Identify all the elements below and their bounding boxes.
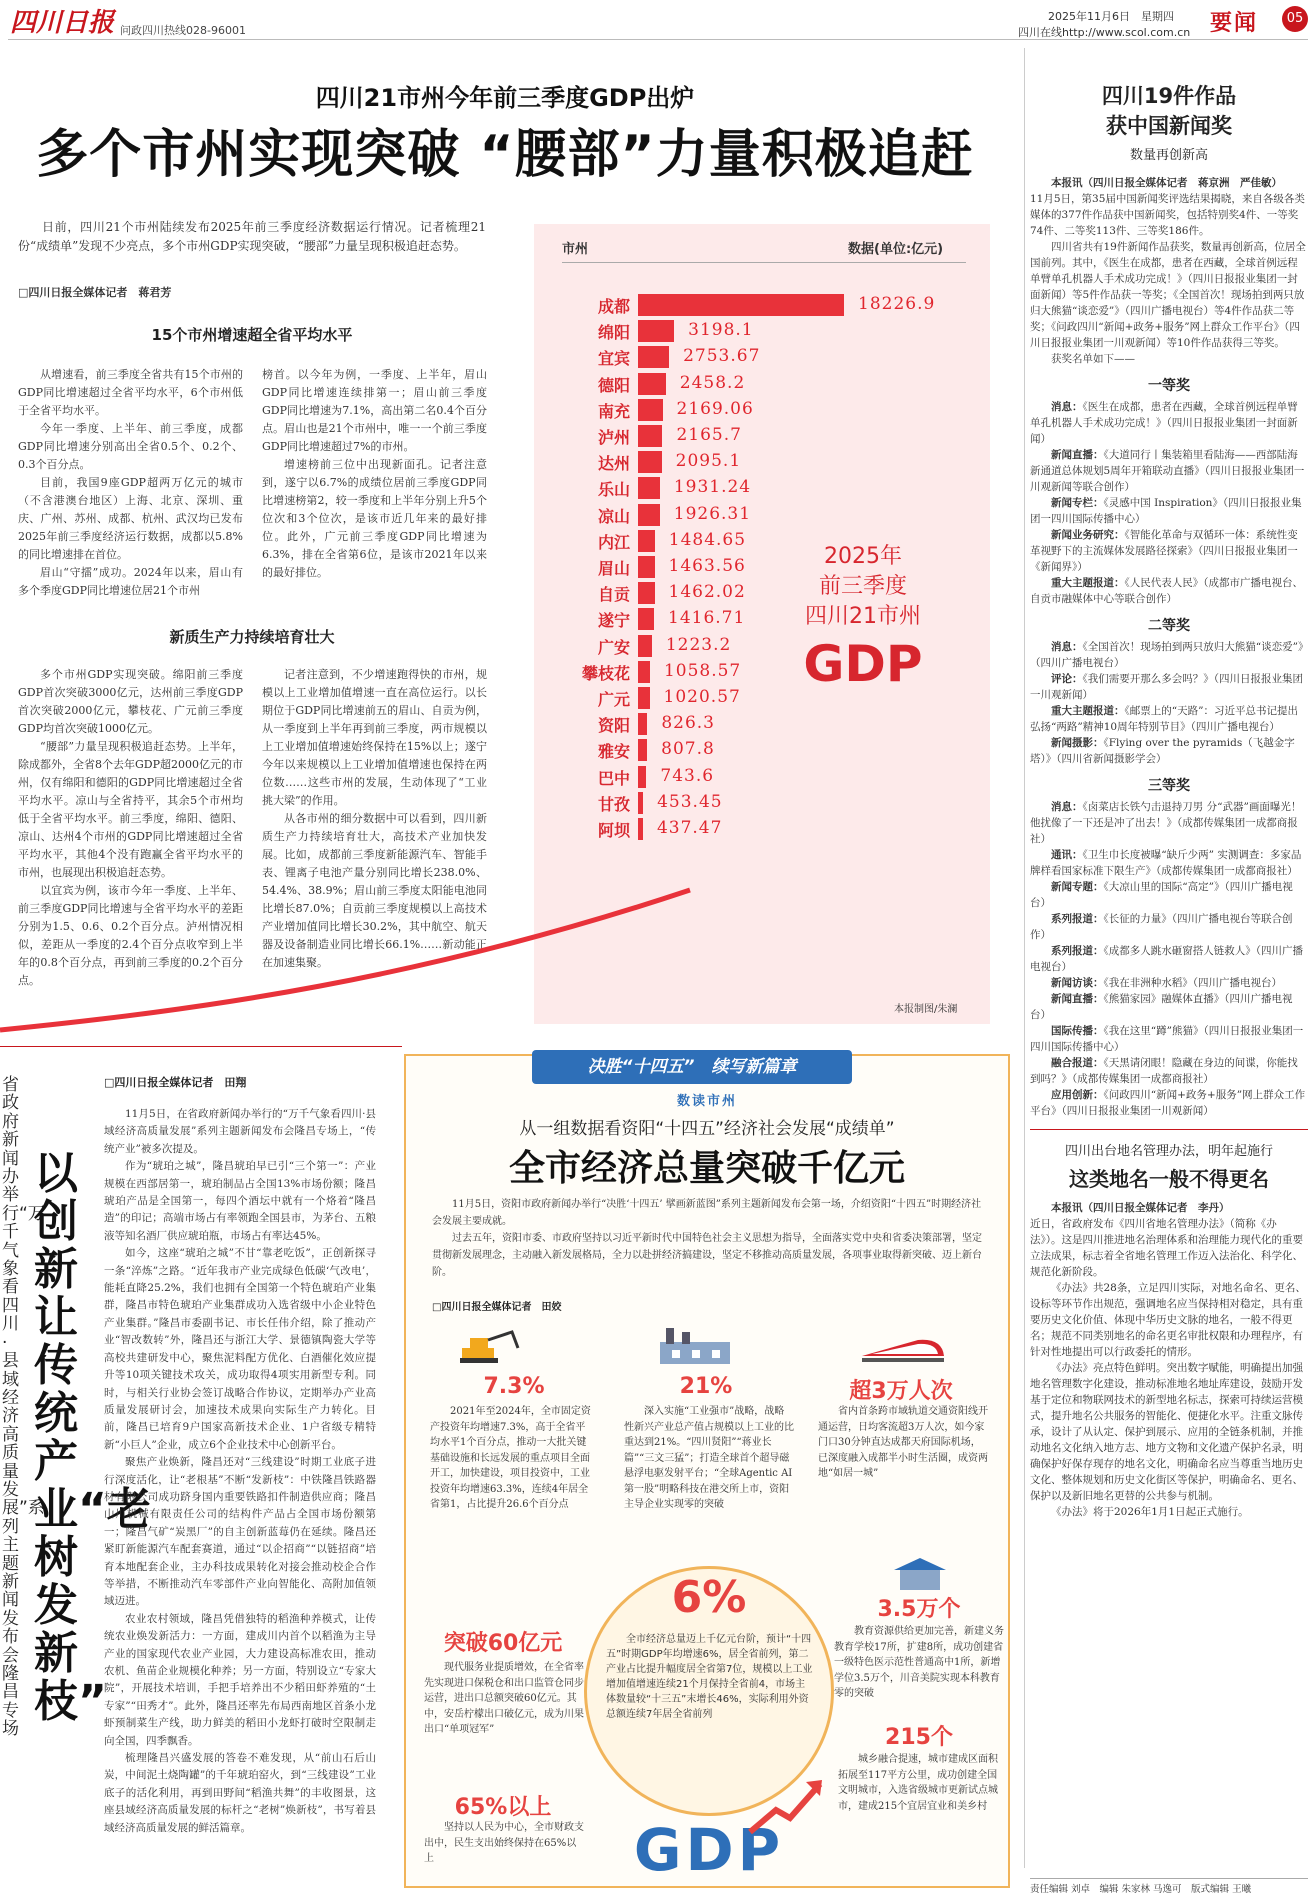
annotation-line: 前三季度 (818, 574, 907, 599)
award-entry (1030, 735, 1308, 767)
lead-byline: □四川日报全媒体记者 蒋君芳 (18, 286, 172, 299)
award-entry (1030, 703, 1308, 735)
chart-row (554, 425, 974, 449)
chart-row (554, 399, 974, 423)
chart-value-label: 3198.1 (688, 320, 754, 341)
chart-category-label: 阿坝 (597, 821, 630, 840)
award-entry (1030, 1055, 1308, 1087)
award-category: 新闻访谈： (1051, 977, 1104, 989)
school-icon (890, 1554, 950, 1594)
award-work: 《卤菜店长铁勺击退持刀男 分“武器”画面曝光！他扰像了一下还是冲了出去！》（成都传媒集团一成都商报社） (1030, 801, 1302, 845)
ziyang-intro: 11月5日，资阳市政府新闻办举行“决胜‘十四五’ 擘画新蓝图”系列主题新闻发布会第一场，介绍资阳“十四五”时期经济社会发展主要成就。 (432, 1199, 982, 1227)
chart-value-label: 1223.2 (665, 634, 732, 655)
ziyang-banner-sub: 数读市州 (676, 1094, 737, 1109)
chart-category-label: 南充 (597, 401, 630, 421)
award-entry (1030, 991, 1308, 1023)
chart-category-label: 甘孜 (597, 794, 630, 814)
ziyang-intro-2: 过去五年，资阳市委、市政府坚持以习近平新时代中国特色社会主义思想为指导，全面落实党中央和省委决策部署，坚定贯彻新发展理念，主动融入新发展格局，全力以赴拼经济搞建设，坚定不移推动高质量发展，各项事业取得新突破、迈上新台阶。 (432, 1233, 982, 1278)
paragraph: “腰部”力量呈现积极追赶态势。上半年，除成都外，全省8个去年GDP超2000亿元的市州，仅有绵阳和德阳的GDP同比增速超过全省平均水平。凉山与全省持平，其余5个市州均低于全省平均水平。前三季度，绵阳、德阳、凉山、达州4个市州的GDP同比增速超过全省平均水平，其他4个没有跑赢全省平均水平的市州，也展现出积极追赶态势。 (18, 740, 243, 879)
chart-bar (638, 530, 655, 552)
issue-date: 2025年11月6日 星期四 (1048, 10, 1174, 23)
award-entry (1030, 575, 1308, 607)
award-category: 新闻直播： (1051, 449, 1104, 461)
paragraph: 今年一季度、上半年、前三季度，成都GDP同比增速分别高出全省0.5个、0.2个、0.3个百分点。 (18, 422, 243, 471)
award-subtitle: 数量再创新高 (1129, 148, 1208, 163)
stat-industry-text: 深入实施“工业强市”战略，战略性新兴产业总产值占规模以上工业的比重达到21%。“四川贤阳”“蒋业长篇”“三文三猛”；打造全球首个超导磁悬浮电驱发射平台；“全球Agentic AI第一股”明略科技在港交所上市，资阳主导企业实现零的突破 (624, 1406, 794, 1510)
award-work: 《天黑请闭眼！隐藏在身边的间谍，你能找到吗？》（成都传媒集团一成都商报社） (1030, 1057, 1298, 1085)
award-category: 消息： (1051, 641, 1083, 653)
chart-value-label: 453.45 (657, 791, 723, 812)
gdp-graphic-label: GDP (633, 1816, 785, 1884)
award-entry (1030, 1087, 1308, 1119)
award-entry (1030, 799, 1308, 847)
paragraph: 如今，这座“琥珀之城”不甘“靠老吃饭”，正创新探寻一条“淬炼”之路。“近年我市产业完成绿色低碳‘气改电’，能耗直降25.2%，我们也拥有全国第一个特色琥珀产业集群，隆昌市特色琥珀产业集群成功入选省级中小企业特色产业集群。”隆昌市委副书记、市长任伟介绍，除了推动产业“智改数转”外，隆昌还与浙江大学、景德镇陶瓷大学等高校共建研发中心，聚焦泥料配方优化、白酒催化效应提升等10项关键技术攻关，成功取得4项实用新型专利。同时，与相关行业协会签订战略合作协议，定期举办产业高质量发展研讨会，加速技术成果向实际生产力转化。目前，隆昌已培育9户国家高新技术企业、1户省级专精特新“小巨人”企业，成立6个企业技术中心创新平台。 (104, 1247, 376, 1451)
annotation-line: 2025年 (824, 544, 902, 569)
stat-school-text: 教育资源供给更加完善，新建义务教育学校17所，扩建8所，成功创建省一级特色医示范性普通高中1所，新增学位3.5万个，川音美院实现本科教育零的突破 (834, 1626, 1004, 1699)
stat-welfare-text: 坚持以人民为中心，全市财政支出中，民生支出始终保持在65%以上 (424, 1822, 584, 1864)
award-category: 新闻业务研究： (1051, 529, 1125, 541)
chart-bar (638, 582, 655, 604)
chart-row (554, 739, 974, 763)
paragraph: 增速榜前三位中出现新面孔。记者注意到，遂宁以6.7%的成绩位居前三季度GDP同比增速榜第2，较一季度和上半年分别上升5个位次和3个位次，是该市近几年来的最好排位。此外，广元前三季度GDP同比增速为6.3%，排在全省第6位，是该市2021年以来的最好排位。 (262, 458, 487, 579)
award-list-first (1030, 399, 1308, 607)
paragraph: 从增速看，前三季度全省共有15个市州的GDP同比增速超过全省平均水平，6个市州低于全省平均水平。 (18, 368, 243, 417)
chart-value-label: 2095.1 (675, 451, 742, 472)
lead-headline: 多个市州实现突破 “腰部”力量积极追赶 (36, 125, 974, 185)
chart-value-label: 1931.24 (673, 477, 752, 498)
longchang-body (104, 1106, 376, 1837)
chart-value-label: 2165.7 (676, 425, 742, 445)
paragraph: 记者注意到，不少增速跑得快的市州，规模以上工业增加值增速一直在高位运行。以长期位于GDP同比增速前五的眉山、自贡为例，从一季度到上半年再到前三季度，两市规模以上工业增加值增速始终保持在15%以上；遂宁今年以来规模以上工业增加值增速也保持在两位数……这些市州的发展，生动体现了“工业挑大梁”的作用。 (262, 668, 487, 807)
chart-value-label: 826.3 (661, 713, 715, 734)
award-entry (1030, 495, 1308, 527)
chart-value-label: 1020.57 (663, 687, 741, 707)
award-work: 《长征的力量》（四川广播电视台等联合创作） (1030, 913, 1293, 941)
award-work: 《我在这里“蹲”熊猫》（四川日报报业集团一四川国际传播中心） (1030, 1025, 1304, 1053)
lead-col1a (18, 366, 243, 600)
paragraph: 《办法》将于2026年1月1日起正式施行。 (1051, 1506, 1249, 1518)
chart-bar (638, 504, 660, 526)
right-column (1030, 48, 1308, 1520)
hotline: 问政四川热线028-96001 (120, 24, 246, 37)
chart-value-label: 1484.65 (668, 529, 747, 550)
ziyang-kicker: 从一组数据看资阳“十四五”经济社会发展“成绩单” (519, 1119, 895, 1139)
paragraph: 梳理隆昌兴盛发展的答卷不难发现，从“前山石后山炭，中间泥土烧陶罐”的千年琥珀窑火，到“三线建设”工业底子的活化利用，再到田野间“稻渔共舞”的丰收图景，这座县域经济高质量发展的标杆之“老树”焕新枝”，书写着县域经济高质量发展的鲜活篇章。 (104, 1752, 376, 1834)
chart-bar (638, 556, 655, 578)
lead-col1b (262, 366, 487, 582)
award-work: 《大凉山里的国际“高定”》（四川广播电视台） (1030, 881, 1293, 909)
chart-category-label: 资阳 (597, 716, 630, 736)
paragraph: 以宜宾为例，该市今年一季度、上半年、前三季度GDP同比增速与全省平均水平的差距分别为1.5、0.6、0.2个百分点。泸州情况相似，差距从一季度的2.4个百分点收窄到上半年的0.8个百分点，再到前三季度的0.2个百分点。 (18, 884, 243, 987)
chart-value-label: 1926.31 (673, 503, 752, 524)
divider (1030, 1129, 1308, 1130)
stat-industry-num: 21% (679, 1374, 733, 1399)
page-number: 05 (1282, 6, 1308, 32)
chart-value-label: 743.6 (660, 765, 715, 786)
chart-category-label: 乐山 (597, 480, 630, 500)
award-entry (1030, 943, 1308, 975)
chart-row (554, 713, 974, 737)
chart-category-label: 广安 (597, 637, 630, 657)
paragraph: 多个市州GDP实现突破。绵阳前三季度GDP首次突破3000亿元，达州前三季度GDP首次突破2000亿元，攀枝花、广元前三季度GDP均首次突破1000亿元。 (18, 668, 243, 735)
chart-bar (638, 451, 662, 473)
decorative-swoosh (0, 880, 700, 1040)
award-work: 《卫生巾长度被曝“缺斤少两” 实测调查：多家品牌样看国家标准下限生产》（成都传媒集团一成都商报社） (1030, 849, 1302, 877)
stat-gdp-growth-text: 全市经济总量迈上千亿元台阶，预计“十四五”时期GDP年均增速6%，居全省前列，第二产业占比提升幅度居全省第7位，规模以上工业增加值增速连续21个月保持全省前4，市场主体数量较“十三五”末增长46%，实际利用外资总额连续7年居全省前列 (606, 1634, 813, 1720)
award-byline: 本报讯（四川日报全媒体记者 蒋京洲 严佳敏） (1051, 177, 1282, 189)
chart-ylabel: 数据(单位:亿元) (848, 242, 944, 257)
award-entry (1030, 527, 1308, 575)
longchang-kicker: 省政府新闻办举行“万千气象看四川·县域经济高质量发展”系列主题新闻发布会隆昌专场 (2, 1075, 45, 1740)
annotation-line: 四川21市州 (805, 604, 921, 629)
place-byline: 本报讯（四川日报全媒体记者 李丹） (1051, 1202, 1230, 1214)
award-work: 《熊猫家园》融媒体直播》（四川广播电视台） (1030, 993, 1293, 1021)
chart-row (554, 477, 974, 501)
award-category: 通讯： (1051, 849, 1083, 861)
chart-category-label: 内江 (597, 532, 630, 552)
chart-row (554, 766, 974, 790)
chart-row (554, 818, 974, 842)
chart-xlabel: 市州 (562, 242, 589, 257)
section-name: 要闻 (1210, 11, 1259, 36)
ziyang-box (404, 1054, 1010, 1888)
chart-bar (638, 346, 669, 368)
annotation-gdp: GDP (803, 635, 923, 693)
masthead (8, 4, 1308, 40)
award-work: 《问政四川“新闻+政务+服务”网上群众工作平台》（四川日报报业集团一川观新闻） (1030, 1089, 1306, 1117)
paragraph: 榜首。以今年为例，一季度、上半年，眉山GDP同比增速连续排第一；眉山前三季度GDP同比增速为7.1%，高出第二名0.4个百分点。眉山也是21个市州中，唯一一个前三季度GDP同比增速超过7%的市州。 (262, 368, 487, 453)
chart-bar (638, 713, 647, 735)
chart-value-label: 2458.2 (679, 372, 746, 393)
paragraph: 近日，省政府发布《四川省地名管理办法》（简称《办法》）。这是四川推进地名治理体系和治理能力现代化的重要立法成果，标志着全省地名管理工作迈入法治化、科学化、规范化新阶段。 (1030, 1218, 1303, 1278)
chart-annotation (778, 542, 948, 696)
train-icon (858, 1326, 948, 1366)
chart-row (554, 504, 974, 528)
chart-value-label: 18226.9 (858, 294, 936, 314)
longchang-byline: □四川日报全媒体记者 田翔 (104, 1076, 247, 1089)
chart-bar (638, 661, 650, 683)
chart-category-label: 成都 (597, 297, 630, 316)
ziyang-byline: □四川日报全媒体记者 田姣 (432, 1302, 562, 1313)
award-category: 新闻直播： (1051, 993, 1104, 1005)
lead-subhead-1: 15个市州增速超全省平均水平 (151, 326, 353, 344)
award-category: 新闻摄影： (1051, 737, 1104, 749)
stat-village-num: 215个 (885, 1725, 953, 1750)
grade-heading: 二等奖 (1148, 618, 1190, 634)
award-work: 《Flying over the pyramids（飞越金字塔）》（四川省新闻摄影学会） (1030, 737, 1295, 765)
growth-arrow-icon (746, 1776, 826, 1836)
award-category: 评论： (1051, 673, 1083, 685)
award-title-2: 获中国新闻奖 (1106, 114, 1232, 138)
award-work: 《我们需要开那么多会吗？》（四川日报报业集团一川观新闻） (1030, 673, 1303, 701)
award-work: 《成都多人跳水砸窗搭人链救人》（四川广播电视台） (1030, 945, 1303, 973)
paragraph: 作为“琥珀之城”，隆昌琥珀早已引“三个第一”：产业规模在西部居第一，琥珀制品占全国13%市场份额；隆昌琥珀产品是全国第一，每四个酒坛中就有一个烙着“隆昌造”的印记；高端市场占有率领跑全国县市，为茅台、五粮液等知名酒厂供应琥珀瓶，市场占有率达45%。 (104, 1160, 376, 1242)
stat-invest-text: 2021年至2024年，全市固定资产投资年均增速7.3%，高于全省平均水平1个百分点，推动一大批关键基础设施和长远发展的重点项目全面开工，加快建设，项目投资中，工业投资年均增速63.3%，连续4年居全省第1，占比提升26.6个百分点 (430, 1406, 591, 1510)
grade-heading: 三等奖 (1148, 778, 1190, 794)
award-category: 系列报道： (1051, 913, 1104, 925)
stat-invest-num: 7.3% (483, 1374, 545, 1399)
chart-value-label: 437.47 (656, 818, 723, 838)
paragraph: 聚焦产业焕新，隆昌还对“三线建设”时期工业底子进行深度活化，让“老根基”不断“发新枝”：中铁隆昌铁路器材有限公司成功跻身国内重要铁路扣件制造供应商；隆昌山川机械有限责任公司的结构件产品占全国市场份额第一；隆昌气矿“炭黑厂”的自主创新蓝莓仍在延续。隆昌还紧盯新能源汽车配套赛道，通过“以企招商”“以链招商”培育本地配套企业，主办科技成果转化对接会推动校企合作等举措，不断推动汽车零部件产业向智能化、高附加值领域迈进。 (104, 1456, 376, 1608)
paragraph: 《办法》亮点特色鲜明。突出数字赋能，明确提出加强地名管理数字化建设，推动标准地名地址库建设，鼓励开发基于定位和物联网技术的新型地名标志，探索可持续运营模式，提升地名公共服务的智能化、便捷化水平。注重文脉传承，设计了从认定、保护到展示、应用的全链条机制，并推动地名文化纳入地方志、地方文物和文化遗产保护名录，明确保护好保存现存的地名文化，明确命名应当尊重当地历史文化、整体规划和历史文化街区等保护，明确命名、更名、保护以及新旧地名更替的公共参与机制。 (1030, 1362, 1303, 1502)
stat-trade-text: 现代服务业提质增效，在全省率先实现进口保税仓和出口监管仓同步运营，进出口总额突破60亿元。其中，安岳柠檬出口破亿元，成为川果出口“单项冠军” (424, 1662, 584, 1735)
chart-category-label: 遂宁 (597, 611, 630, 631)
chart-bar (638, 425, 662, 447)
paragraph: 《办法》共28条，立足四川实际，对地名命名、更名、设标等环节作出规范，强调地名应当保持相对稳定，具有重要历史文化价值、体现中华历史文脉的地名，一般不得更名；规范不同类别地名的命名更名审批权限和办理程序，有针对性地提出可以行政委托的情形。 (1030, 1282, 1306, 1358)
award-entry (1030, 671, 1308, 703)
chart-category-label: 攀枝花 (581, 663, 630, 683)
chart-category-label: 绵阳 (597, 323, 630, 343)
page-footer: 责任编辑 刘卓 编辑 朱家林 马逸可 版式编辑 王曦 (1030, 1878, 1308, 1895)
grade-heading: 一等奖 (1148, 378, 1190, 394)
paragraph: 眉山“守擂”成功。2024年以来，眉山有多个季度GDP同比增速位居21个市州 (18, 566, 243, 597)
award-entry (1030, 911, 1308, 943)
newspaper-logo: 四川日报 (10, 8, 115, 38)
award-work: 《人民代表人民》（成都市广播电视台、自贡市融媒体中心等联合创作） (1030, 577, 1303, 605)
paragraph: 农业农村领域，隆昌凭借独特的稻渔种养模式，让传统农业焕发新活力：一方面，建成川内首个以稻渔为主导产业的国家现代农业产业园，大力建设高标准农田，推动农机、鱼苗企业规模化种养；另一方面，特别设立“专家大院”，开展技术培训，手把手培养出不少稻田虾养殖的“土专家”“田秀才”。此外，隆昌还率先布局西南地区首条小龙虾预制菜生产线，助力鲜美的稻田小龙虾打破时空限制走向全国，四季飘香。 (104, 1612, 376, 1747)
chart-row (554, 373, 974, 397)
chart-bar (638, 818, 643, 840)
stat-rail-text: 省内首条跨市域轨道交通资阳线开通运营，日均客流超3万人次，如今家门口30分钟直达成都天府国际机场，已深度融入成都半小时生活圈，成资两地“如居一城” (818, 1406, 988, 1479)
chart-category-label: 达州 (597, 454, 630, 474)
chart-category-label: 雅安 (597, 742, 630, 762)
chart-row (554, 451, 974, 475)
chart-bar (638, 294, 844, 316)
award-work: 《智能化革命与双循环一体：系统性变革视野下的主流媒体发展路径探索》（四川日报报业集团一《新闻界》） (1030, 529, 1298, 573)
paragraph: 四川省共有19件新闻作品获奖，数量再创新高，位居全国前列。其中，《医生在成都，患者在西藏，全球首例远程单臂单孔机器人手术成功完成！》（四川日报报业集团一封面新闻）等5件作品获一等奖；《全国首次！现场拍到两只放归大熊猫“谈恋爱”》（四川广播电视台）等4件作品获二等奖；《问政四川“新闻+政务+服务”网上群众工作平台》（四川日报报业集团一川观新闻）等10件作品获得三等奖。 (1030, 241, 1306, 349)
chart-value-label: 1463.56 (668, 556, 746, 576)
award-category: 应用创新： (1051, 1089, 1104, 1101)
site-url[interactable]: 四川在线http://www.scol.com.cn (1018, 26, 1191, 39)
award-entry (1030, 1023, 1308, 1055)
award-work: 《医生在成都，患者在西藏，全球首例远程单臂单孔机器人手术成功完成！》（四川日报报业集团一封面新闻） (1030, 401, 1298, 445)
chart-bar (638, 399, 663, 421)
ziyang-headline: 全市经济总量突破千亿元 (508, 1148, 905, 1189)
chart-bar (638, 766, 646, 788)
chart-row (554, 320, 974, 344)
chart-value-label: 1058.57 (663, 660, 742, 681)
chart-bar (638, 739, 647, 761)
paragraph: 11月5日，第35届中国新闻奖评选结果揭晓，来自各级各类媒体的377件作品获中国新闻奖，包括特别奖4件、一等奖74件、二等奖113件、三等奖186件。 (1030, 193, 1305, 237)
divider (0, 1046, 402, 1047)
lead-subhead-2: 新质生产力持续培育壮大 (169, 628, 335, 646)
chart-category-label: 自贡 (597, 585, 630, 605)
chart-bar (638, 373, 666, 395)
column-rule (1024, 48, 1025, 1868)
chart-category-label: 泸州 (597, 428, 630, 447)
paragraph: 目前，我国9座GDP超两万亿元的城市（不含港澳台地区）上海、北京、深圳、重庆、广州、苏州、成都、杭州、武汉均已发布2025年前三季度经济运行数据，成都以5.8%的同比增速排在首位。 (18, 476, 243, 561)
excavator-icon (456, 1326, 526, 1366)
award-list-second (1030, 639, 1308, 767)
stat-welfare-num: 65%以上 (454, 1795, 552, 1820)
chart-credit: 本报制图/朱澜 (894, 1004, 958, 1015)
chart-value-label: 807.8 (661, 739, 715, 760)
award-list-third (1030, 799, 1308, 1119)
award-entry (1030, 639, 1308, 671)
chart-row (554, 346, 974, 370)
award-category: 融合报道： (1051, 1057, 1104, 1069)
longchang-headline: 以创新让传统产业“老树发新枝” (34, 1148, 151, 1727)
stat-school-num: 3.5万个 (877, 1597, 961, 1622)
ziyang-banner: 决胜“十四五” 续写新篇章 (532, 1050, 852, 1084)
place-headline: 这类地名一般不得更名 (1069, 1167, 1269, 1191)
place-kicker: 四川出台地名管理办法，明年起施行 (1064, 1144, 1273, 1159)
chart-category-label: 宜宾 (597, 349, 630, 369)
award-work: 《全国首次！现场拍到两只放归大熊猫“谈恋爱”》（四川广播电视台） (1030, 641, 1304, 669)
lead-intro: 日前，四川21个市州陆续发布2025年前三季度经济数据运行情况。记者梳理21份“成绩单”发现不少亮点，多个市州GDP实现突破，“腰部”力量呈现积极追赶态势。 (18, 220, 486, 253)
award-work: 《我在非洲种水稻》（四川广播电视台） (1103, 977, 1282, 989)
chart-bar (638, 792, 643, 814)
chart-category-label: 眉山 (597, 559, 630, 578)
chart-bar (638, 477, 660, 499)
award-category: 重大主题报道： (1051, 577, 1125, 589)
chart-bar (638, 608, 654, 630)
award-category: 系列报道： (1051, 945, 1104, 957)
chart-category-label: 巴中 (597, 768, 630, 788)
paragraph: 从各市州的细分数据中可以看到，四川新质生产力持续培育壮大，高技术产业加快发展。比如，成都前三季度新能源汽车、智能手表、锂离子电池产量分别同比增长238.0%、54.4%、38.9%；眉山前三季度太阳能电池同比增长87.0%；自贡前三季度规模以上高技术产业增加值同比增长30.2%，其中航空、航天器及设备制造业同比增长66.1%……新动能正在加速集聚。 (262, 812, 487, 969)
award-entry (1030, 879, 1308, 911)
award-category: 消息： (1051, 801, 1083, 813)
stat-trade-num: 突破60亿元 (443, 1631, 563, 1656)
award-category: 国际传播： (1051, 1025, 1104, 1037)
award-category: 重大主题报道： (1051, 705, 1125, 717)
award-entry (1030, 847, 1308, 879)
chart-bar (638, 320, 674, 342)
chart-value-label: 2753.67 (683, 346, 761, 367)
chart-bar (638, 635, 652, 657)
lead-kicker: 四川21市州今年前三季度GDP出炉 (315, 84, 695, 112)
award-entry (1030, 399, 1308, 447)
award-category: 新闻专题： (1051, 881, 1104, 893)
stat-gdp-growth-num: 6% (671, 1572, 747, 1623)
factory-icon (656, 1324, 736, 1368)
paragraph: 获奖名单如下—— (1051, 353, 1135, 365)
award-category: 新闻专栏： (1051, 497, 1104, 509)
chart-value-label: 1462.02 (668, 582, 746, 603)
chart-value-label: 1416.71 (668, 608, 746, 629)
award-title-1: 四川19件作品 (1101, 84, 1237, 108)
chart-row (554, 792, 974, 816)
chart-value-label: 2169.06 (676, 398, 754, 419)
chart-row (554, 294, 974, 318)
award-work: 《邮票上的“天路”：习近平总书记提出弘扬“两路”精神10周年特别节目》（四川广播电视台） (1030, 705, 1298, 733)
chart-divider (562, 262, 966, 263)
stat-village-text: 城乡融合提速，城市建成区面积拓展至117平方公里，成功创建全国文明城市，入选省级城市更新试点城市，建成215个宜居宜业和美乡村 (838, 1754, 998, 1812)
award-category: 消息： (1051, 401, 1083, 413)
award-work: 《灵感中国 Inspiration》（四川日报报业集团一四川国际传播中心） (1030, 497, 1302, 525)
award-entry (1030, 975, 1308, 991)
chart-category-label: 凉山 (597, 506, 630, 526)
chart-bar (638, 687, 650, 709)
award-entry (1030, 447, 1308, 495)
award-work: 《大道同行丨集装箱里看陆海——西部陆海新通道总体规划5周年开箱联动直播》（四川日报报业集团一川观新闻等联合创作） (1030, 449, 1305, 493)
chart-category-label: 德阳 (597, 375, 630, 395)
paragraph: 11月5日，在省政府新闻办举行的“万千气象看四川·县域经济高质量发展”系列主题新闻发布会隆昌专场上，“传统产业”被多次提及。 (104, 1108, 376, 1155)
chart-category-label: 广元 (597, 690, 630, 709)
stat-rail-num: 超3万人次 (849, 1379, 953, 1404)
